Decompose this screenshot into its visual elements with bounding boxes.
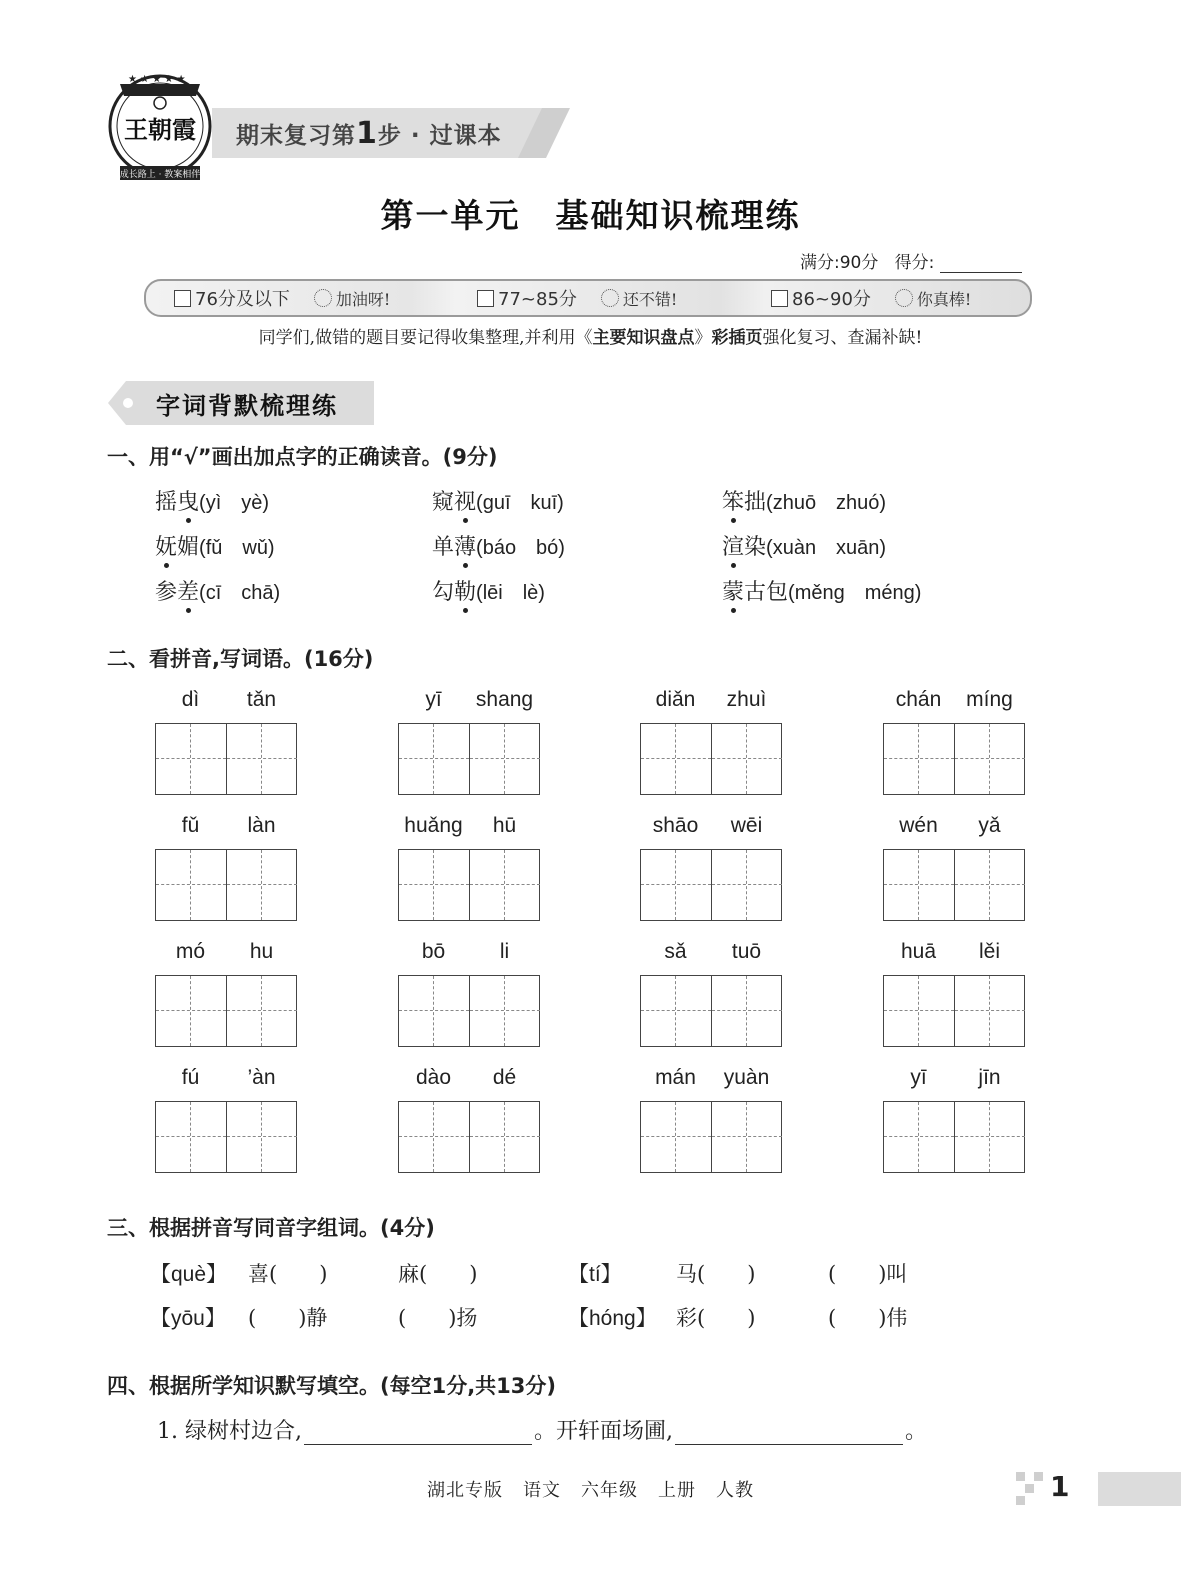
smiley-icon (314, 289, 332, 307)
grade-option: 77~85分 还不错! (477, 285, 677, 311)
pinyin-syllable: míng (966, 688, 1013, 711)
writing-cell[interactable] (399, 1102, 469, 1172)
question-3-heading: 三、根据拼音写同音字组词。(4分) (107, 1216, 435, 1240)
page-corner-decoration (1016, 1472, 1046, 1506)
grade-option: 86~90分 你真棒! (771, 285, 971, 311)
full-score: 满分:90分 (800, 253, 879, 273)
q3-blank[interactable]: 彩( ) (676, 1306, 756, 1330)
writing-cell[interactable] (226, 724, 296, 794)
pinyin-syllable: dào (415, 1066, 452, 1089)
writing-cell[interactable] (156, 850, 226, 920)
writing-cell[interactable] (226, 976, 296, 1046)
writing-boxes (398, 723, 540, 795)
q3-pinyin: 【yōu】 (150, 1307, 226, 1330)
grade-option: 76分及以下 加油呀! (174, 285, 390, 311)
section-title: 字词背默梳理练 (156, 392, 338, 420)
writing-cell[interactable] (711, 850, 781, 920)
pinyin-syllable: li (499, 940, 510, 963)
pinyin-syllable: hū (492, 814, 517, 837)
writing-cell[interactable] (641, 976, 711, 1046)
reminder-note: 同学们,做错的题目要记得收集整理,并利用《主要知识盘点》彩插页强化复习、查漏补缺! (258, 328, 923, 348)
pinyin-syllable: yī (910, 1066, 927, 1089)
writing-cell[interactable] (469, 850, 539, 920)
writing-cell[interactable] (641, 1102, 711, 1172)
grade-checkbox[interactable] (771, 290, 788, 307)
score-blank[interactable] (940, 272, 1022, 273)
writing-cell[interactable] (399, 724, 469, 794)
pinyin-syllable: tǎn (246, 688, 277, 711)
pinyin-syllable: yǎ (978, 814, 1001, 837)
writing-boxes (155, 849, 297, 921)
q1-item: 勾勒(lēi lè) (432, 580, 545, 605)
q1-item: 单薄(báo bó) (432, 535, 565, 560)
writing-boxes (883, 975, 1025, 1047)
writing-boxes (155, 1101, 297, 1173)
pinyin-syllable: wēi (730, 814, 763, 837)
writing-boxes (398, 1101, 540, 1173)
q1-item: 参差(cī chā) (155, 580, 281, 605)
writing-boxes (398, 849, 540, 921)
writing-cell[interactable] (954, 976, 1024, 1046)
q1-item: 妩媚(fǔ wǔ) (155, 535, 275, 560)
writing-boxes (155, 975, 297, 1047)
writing-boxes (640, 1101, 782, 1173)
q3-blank[interactable]: ( )扬 (398, 1306, 478, 1330)
writing-cell[interactable] (399, 976, 469, 1046)
pinyin-syllable: làn (247, 814, 276, 837)
fill-blank[interactable] (304, 1444, 532, 1445)
q1-item: 蒙古包(měng méng) (722, 580, 922, 605)
writing-cell[interactable] (711, 976, 781, 1046)
svg-text:★ ★ ★ ★ ★: ★ ★ ★ ★ ★ (128, 74, 186, 85)
q3-pinyin: 【què】 (150, 1263, 228, 1286)
pinyin-syllable: wén (899, 814, 938, 837)
pinyin-syllable: hu (249, 940, 274, 963)
page-tab (1098, 1472, 1181, 1506)
writing-boxes (640, 975, 782, 1047)
writing-cell[interactable] (711, 1102, 781, 1172)
smiley-icon (895, 289, 913, 307)
q3-pinyin: 【tí】 (568, 1263, 622, 1286)
pinyin-syllable: zhuì (726, 688, 767, 711)
pinyin-syllable: bō (421, 940, 446, 963)
q1-item: 笨拙(zhuō zhuó) (722, 490, 887, 515)
pinyin-syllable: lěi (978, 940, 1000, 963)
q3-blank[interactable]: ( )静 (248, 1306, 328, 1330)
grade-checkbox[interactable] (174, 290, 191, 307)
q1-item: 窥视(guī kuī) (432, 490, 564, 515)
smiley-icon (601, 289, 619, 307)
writing-cell[interactable] (884, 850, 954, 920)
pinyin-syllable: yuàn (723, 1066, 770, 1089)
q3-blank[interactable]: ( )叫 (828, 1262, 908, 1286)
writing-cell[interactable] (954, 1102, 1024, 1172)
score-label: 得分: (894, 253, 935, 273)
writing-boxes (883, 723, 1025, 795)
writing-cell[interactable] (156, 1102, 226, 1172)
pinyin-syllable: huā (900, 940, 937, 963)
question-2-heading: 二、看拼音,写词语。(16分) (107, 647, 374, 671)
pinyin-syllable: fú (181, 1066, 200, 1089)
writing-cell[interactable] (954, 724, 1024, 794)
writing-cell[interactable] (156, 976, 226, 1046)
writing-cell[interactable] (226, 1102, 296, 1172)
pinyin-syllable: shāo (652, 814, 699, 837)
writing-cell[interactable] (226, 850, 296, 920)
pinyin-syllable: jīn (978, 1066, 1001, 1089)
writing-boxes (155, 723, 297, 795)
writing-boxes (398, 975, 540, 1047)
writing-cell[interactable] (469, 1102, 539, 1172)
writing-cell[interactable] (469, 724, 539, 794)
svg-text:王朝霞: 王朝霞 (124, 115, 196, 144)
pinyin-syllable: dì (181, 688, 200, 711)
pinyin-syllable: dé (492, 1066, 517, 1089)
page-number: 1 (1050, 1470, 1070, 1503)
pinyin-syllable: fǔ (181, 814, 200, 837)
pinyin-syllable: mán (655, 1066, 696, 1089)
writing-cell[interactable] (884, 724, 954, 794)
q4-line-1: 1. 绿树村边合, 。开轩面场圃, 。 (157, 1419, 927, 1444)
q3-pinyin: 【hóng】 (568, 1307, 657, 1330)
brand-logo (106, 66, 214, 190)
pinyin-syllable: shang (475, 688, 534, 711)
writing-boxes (883, 849, 1025, 921)
pinyin-syllable: sǎ (664, 940, 687, 963)
pinyin-syllable: huǎng (404, 814, 463, 837)
page-footer: 湖北专版 语文 六年级 上册 人教 (427, 1480, 754, 1501)
page-title: 第一单元 基础知识梳理练 (380, 196, 801, 235)
grade-checkbox[interactable] (477, 290, 494, 307)
writing-cell[interactable] (641, 724, 711, 794)
q1-item: 渲染(xuàn xuān) (722, 535, 887, 560)
pinyin-syllable: ’àn (247, 1066, 276, 1089)
writing-boxes (640, 723, 782, 795)
writing-cell[interactable] (884, 1102, 954, 1172)
question-1-heading: 一、用“√”画出加点字的正确读音。(9分) (107, 445, 498, 469)
writing-cell[interactable] (641, 850, 711, 920)
fill-blank[interactable] (675, 1444, 903, 1445)
q3-blank[interactable]: ( )伟 (828, 1306, 908, 1330)
question-4-heading: 四、根据所学知识默写填空。(每空1分,共13分) (107, 1374, 557, 1398)
writing-boxes (640, 849, 782, 921)
writing-boxes (883, 1101, 1025, 1173)
writing-cell[interactable] (399, 850, 469, 920)
q1-item: 摇曳(yì yè) (155, 490, 270, 515)
q3-blank[interactable]: 马( ) (676, 1262, 756, 1286)
writing-cell[interactable] (156, 724, 226, 794)
q3-blank[interactable]: 喜( ) (248, 1262, 328, 1286)
pinyin-syllable: mó (175, 940, 206, 963)
q3-blank[interactable]: 麻( ) (398, 1262, 478, 1286)
writing-cell[interactable] (469, 976, 539, 1046)
step-banner-label: 期末复习第1步 · 过课本 (236, 116, 502, 151)
svg-text:成长路上 · 教案相伴: 成长路上 · 教案相伴 (119, 170, 201, 180)
score-line (800, 248, 1022, 273)
writing-cell[interactable] (711, 724, 781, 794)
writing-cell[interactable] (884, 976, 954, 1046)
pinyin-syllable: chán (895, 688, 942, 711)
pinyin-syllable: diǎn (655, 688, 696, 711)
pinyin-syllable: yī (425, 688, 442, 711)
writing-cell[interactable] (954, 850, 1024, 920)
pinyin-syllable: tuō (731, 940, 762, 963)
